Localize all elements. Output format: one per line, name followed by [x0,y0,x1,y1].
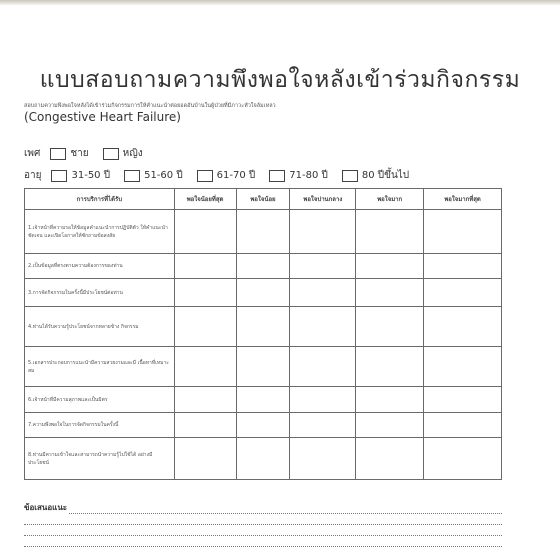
sex-option-label: หญิง [122,148,143,159]
table-row [25,307,502,347]
item-text: 1.เจ้าหน้าที่ความรอให้ข้อมูลคำแนะนำการปฏิบัติตัว ให้คำแนะนำชัดเจน และเปิดโอกาสให้ซักถามข้อสงสัย [25,210,175,254]
age-option[interactable] [124,168,183,183]
column-header-less-satisfied: พอใจน้อย [236,189,290,210]
rating-cell[interactable] [356,210,424,254]
table-row [25,438,502,480]
sex-option-label: ชาย [70,148,89,159]
age-option[interactable] [197,168,256,183]
sex-label: เพศ [24,148,41,159]
item-text: 5.เอกสารประกอบการแนะนำมีความสวยงามและมี เนื้อหาที่เหมาะสม [25,347,175,387]
table-row [25,387,502,413]
rating-cell[interactable] [424,254,502,279]
rating-cell[interactable] [174,210,236,254]
table-row [25,279,502,307]
checkbox[interactable] [197,170,213,182]
rating-cell[interactable] [356,438,424,480]
age-option-label: 80 ปีขึ้นไป [361,170,410,181]
table-row [25,254,502,279]
rating-cell[interactable] [174,279,236,307]
age-option[interactable] [51,168,110,183]
rating-cell[interactable] [424,279,502,307]
item-text: 3.การจัดกิจกรรมในครั้งนี้มีประโยชน์ต่อท่าน [25,279,175,307]
suggestions-first-line [24,501,502,514]
rating-cell[interactable] [236,438,290,480]
rating-cell[interactable] [236,413,290,438]
sex-option-female[interactable] [103,146,143,161]
writing-line[interactable] [24,536,502,547]
age-option-label: 51-60 ปี [144,170,183,181]
rating-cell[interactable] [356,387,424,413]
rating-cell[interactable] [424,438,502,480]
rating-cell[interactable] [424,307,502,347]
item-text: 4.ท่านได้รับความรู้ประโยชน์จากหลายข้าง กิจกรรม [25,307,175,347]
age-option[interactable] [342,168,409,183]
rating-cell[interactable] [236,347,290,387]
rating-cell[interactable] [236,307,290,347]
rating-cell[interactable] [236,279,290,307]
rating-cell[interactable] [424,387,502,413]
rating-cell[interactable] [424,347,502,387]
age-option-label: 61-70 ปี [216,170,256,181]
rating-cell[interactable] [290,254,356,279]
rating-cell[interactable] [236,254,290,279]
form-subtitle: สอบถามความพึงพอใจหลังได้เข้าร่วมกิจกรรมการให้คำแนะนำต่อยอดอันบ้านในผู้ป่วยที่มีภาวะหัวใจล้มเหลว [24,103,276,109]
rating-cell[interactable] [290,387,356,413]
sex-option-male[interactable] [50,146,88,161]
checkbox[interactable] [50,148,66,160]
rating-cell[interactable] [356,347,424,387]
rating-cell[interactable] [290,307,356,347]
checkbox[interactable] [51,170,67,182]
checkbox[interactable] [342,170,358,182]
rating-cell[interactable] [356,279,424,307]
rating-cell[interactable] [290,347,356,387]
rating-cell[interactable] [174,347,236,387]
writing-line[interactable] [69,504,502,514]
rating-cell[interactable] [290,438,356,480]
age-option-label: 71-80 ปี [289,170,328,181]
page-top-edge [0,0,560,5]
rating-cell[interactable] [174,387,236,413]
checkbox[interactable] [269,170,285,182]
rating-cell[interactable] [290,413,356,438]
rating-cell[interactable] [356,413,424,438]
item-text: 7.ความพึงพอใจในการจัดกิจกรรมในครั้งนี้ [25,413,175,438]
column-header-moderate: พอใจปานกลาง [290,189,356,210]
column-header-service: การบริการที่ได้รับ [25,189,175,210]
item-text: 2.เป็นข้อมูลที่ตรงตามความต้องการของท่าน [25,254,175,279]
item-text: 8.ท่านมีความเข้าใจและสามารถนำความรู้ไปใช้ได้ อย่างมีประโยชน์ [25,438,175,480]
rating-cell[interactable] [174,438,236,480]
checkbox[interactable] [103,148,119,160]
suggestions-section [24,501,502,547]
checkbox[interactable] [124,170,140,182]
age-label: อายุ [24,170,42,181]
table-header-row [25,189,502,210]
rating-cell[interactable] [356,307,424,347]
rating-cell[interactable] [424,210,502,254]
table-row [25,210,502,254]
form-title: แบบสอบถามความพึงพอใจหลังเข้าร่วมกิจกรรม [39,67,521,93]
sex-row [24,146,157,161]
form-subtitle-english: (Congestive Heart Failure) [24,110,181,124]
rating-cell[interactable] [236,387,290,413]
column-header-least-satisfied: พอใจน้อยที่สุด [174,189,236,210]
age-option[interactable] [269,168,328,183]
rating-cell[interactable] [174,413,236,438]
suggestions-label: ข้อเสนอแนะ [24,503,68,512]
rating-cell[interactable] [424,413,502,438]
writing-line[interactable] [24,525,502,536]
rating-cell[interactable] [174,254,236,279]
rating-cell[interactable] [356,254,424,279]
item-text: 6.เจ้าหน้าที่มีความสุภาพและเป็นมิตร [25,387,175,413]
column-header-most-satisfied: พอใจมากที่สุด [424,189,502,210]
rating-cell[interactable] [290,210,356,254]
writing-line[interactable] [24,514,502,525]
rating-cell[interactable] [236,210,290,254]
column-header-satisfied: พอใจมาก [356,189,424,210]
age-option-label: 31-50 ปี [71,170,111,181]
rating-cell[interactable] [174,307,236,347]
table-row [25,413,502,438]
satisfaction-table [24,188,502,480]
rating-cell[interactable] [290,279,356,307]
age-row [24,168,423,183]
table-row [25,347,502,387]
